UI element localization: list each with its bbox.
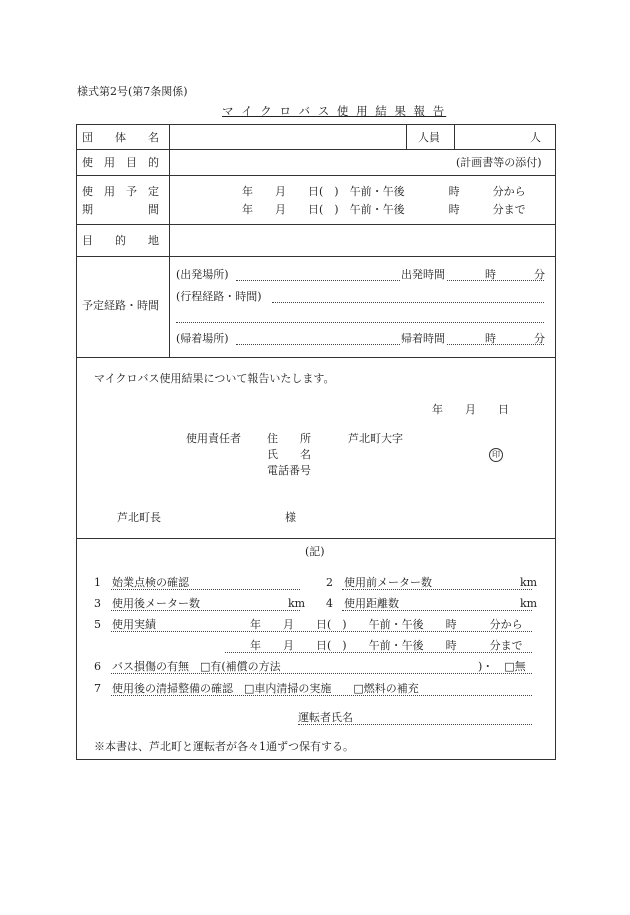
members-unit: 人 [530, 131, 541, 144]
route-path-line[interactable] [272, 302, 544, 303]
row-divider [76, 175, 556, 176]
item-7: 7 使用後の清掃整備の確認 □車内清掃の実施 □燃料の補充 [94, 682, 419, 695]
page-title: マ イ ク ロ バ ス 使 用 結 果 報 告 [222, 104, 447, 118]
departure-time-label: 出発時間 [401, 268, 445, 281]
route-label: 予定経路・時間 [82, 299, 159, 312]
item-5-end: 年 月 日( ) 午前・午後 時 分まで [250, 639, 523, 652]
row-divider [76, 224, 556, 225]
row-divider [76, 538, 556, 539]
item-3-line[interactable] [111, 610, 300, 611]
members-label: 人員 [418, 131, 440, 144]
report-intro: マイクロバス使用結果について報告いたします。 [94, 372, 335, 385]
item-5-start: 年 月 日( ) 午前・午後 時 分から [250, 618, 523, 631]
item-4: 4 使用距離数 [326, 597, 399, 610]
label-column-divider [169, 124, 170, 357]
item-5-line[interactable] [111, 631, 532, 632]
item-2-unit: km [520, 576, 538, 589]
responsible-label: 使用責任者 [186, 432, 241, 445]
return-time-label: 帰着時間 [401, 332, 445, 345]
departure-place-label: (出発場所) [176, 268, 229, 281]
members-right-divider [454, 124, 455, 149]
item-3-unit: km [288, 597, 306, 610]
row-divider [76, 149, 556, 150]
item-2: 2 使用前メーター数 [326, 576, 432, 589]
row-divider [76, 256, 556, 257]
departure-place-line[interactable] [236, 280, 400, 281]
route-path-label: (行程経路・時間) [176, 290, 262, 303]
driver-name-label: 運転者氏名 [298, 711, 353, 724]
return-minute: 分 [534, 332, 545, 345]
report-date: 年 月 日 [432, 403, 509, 416]
name-label: 氏 名 [267, 448, 311, 461]
seal-mark [489, 448, 503, 462]
row-divider [76, 357, 556, 358]
members-field[interactable] [458, 127, 528, 146]
schedule-label-line2: 期 間 [82, 203, 159, 216]
address-value: 芦北町大字 [348, 432, 403, 445]
item-4-unit: km [520, 597, 538, 610]
purpose-note: (計画書等の添付) [456, 156, 542, 169]
destination-label: 目 的 地 [82, 234, 159, 247]
schedule-label-line1: 使 用 予 定 [82, 185, 159, 198]
purpose-field[interactable] [174, 152, 444, 171]
driver-name-line[interactable] [298, 724, 532, 725]
departure-minute: 分 [534, 268, 545, 281]
return-place-label: (帰着場所) [176, 332, 229, 345]
item-1-line[interactable] [111, 589, 300, 590]
form-number: 様式第2号(第7条関係) [77, 85, 188, 98]
address-label: 住 所 [267, 432, 311, 445]
item-4-line[interactable] [342, 610, 532, 611]
retention-note: ※本書は、芦北町と運転者が各々1通ずつ保有する。 [94, 740, 354, 753]
phone-label: 電話番号 [267, 464, 311, 477]
item-5: 5 使用実績 [94, 618, 156, 631]
org-name-label: 団 体 名 [82, 131, 159, 144]
item-3: 3 使用後メーター数 [94, 597, 200, 610]
recipient: 芦北町長 [117, 511, 161, 524]
schedule-start: 年 月 日( ) 午前・午後 時 分から [242, 185, 526, 198]
schedule-end: 年 月 日( ) 午前・午後 時 分まで [242, 203, 526, 216]
item-6-line[interactable] [111, 673, 532, 674]
item-5-line-2[interactable] [225, 652, 532, 653]
return-hour: 時 [485, 332, 496, 345]
org-name-field[interactable] [174, 127, 402, 146]
seal-icon: 印 [489, 448, 503, 462]
record-heading: (記) [305, 545, 325, 558]
item-1: 1 始業点検の確認 [94, 576, 189, 589]
route-path-line-2[interactable] [176, 322, 544, 323]
item-2-line[interactable] [342, 589, 532, 590]
return-place-line[interactable] [236, 344, 400, 345]
item-6-end: )・ □無 [478, 660, 526, 673]
departure-hour: 時 [485, 268, 496, 281]
item-6: 6 バス損傷の有無 □有(補償の方法 [94, 660, 281, 673]
purpose-label: 使 用 目 的 [82, 156, 159, 169]
item-7-line[interactable] [111, 695, 532, 696]
destination-field[interactable] [174, 228, 550, 252]
members-left-divider [406, 124, 407, 149]
recipient-honorific: 様 [285, 511, 296, 524]
